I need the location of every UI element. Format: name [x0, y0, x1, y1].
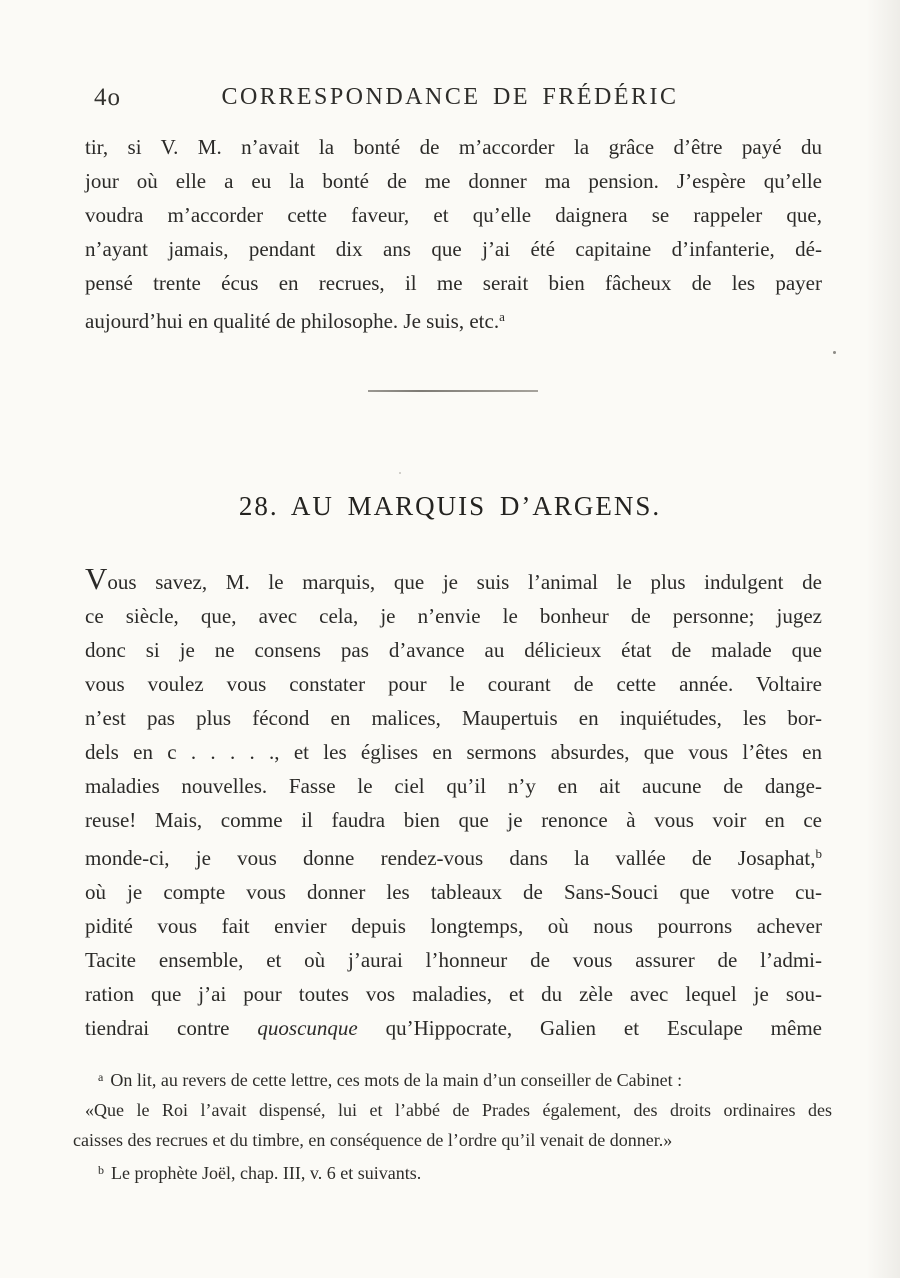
- line-text: tiendrai contre: [85, 1016, 258, 1040]
- line-text: ous savez, M. le marquis, que je suis l’animal le plus indulgent de: [107, 570, 822, 594]
- footnote-a-line: «Que le Roi l’avait dispensé, lui et l’abbé de Prades également, des droits ordinaires des: [85, 1100, 832, 1120]
- footnote-text: Le prophète Joël, chap. III, v. 6 et suivants.: [111, 1163, 422, 1183]
- footnote-text: On lit, au revers de cette lettre, ces mots de la main d’un conseiller de Cabinet :: [110, 1070, 683, 1090]
- scan-speck: [833, 351, 836, 354]
- paragraph-letter-28: [85, 562, 822, 1045]
- text-line: [85, 1011, 822, 1045]
- text-line: n’ayant jamais, pendant dix ans que j’ai été capitaine d’infanterie, dé-: [85, 237, 822, 261]
- text-line: ration que j’ai pour toutes vos maladies, et du zèle avec lequel je sou-: [85, 982, 822, 1006]
- letter-heading: 28. AU MARQUIS D’ARGENS.: [238, 491, 662, 521]
- footnote-b-line: [73, 1155, 832, 1188]
- footnote-a-line: [73, 1062, 832, 1095]
- text-line: dels en c . . . . ., et les églises en sermons absurdes, que vous l’êtes en: [85, 740, 822, 764]
- scan-edge-shadow: [866, 0, 900, 1278]
- text-line: reuse! Mais, comme il faudra bien que je renonce à vous voir en ce: [85, 808, 822, 832]
- running-header-title: CORRESPONDANCE DE FRÉDÉRIC: [221, 84, 679, 110]
- text-line: Tacite ensemble, et où j’aurai l’honneur de vous assurer de l’admi-: [85, 948, 822, 972]
- footnote-reference-a: a: [499, 309, 505, 324]
- text-line: n’est pas plus fécond en malices, Maupertuis en inquiétudes, les bor-: [85, 706, 822, 730]
- closing-text: aujourd’hui en qualité de philosophe. Je suis, etc.: [85, 309, 500, 333]
- text-line: [85, 300, 822, 338]
- text-line: pensé trente écus en recrues, il me serait bien fâcheux de les payer: [85, 271, 822, 295]
- paragraph-previous-letter: [85, 130, 822, 338]
- line-text: qu’Hippocrate, Galien et Esculape même: [357, 1016, 822, 1040]
- footnote-a-line: caisses des recrues et du timbre, en conséquence de l’ordre qu’il venait de donner.»: [73, 1130, 673, 1150]
- footnotes-block: [73, 1062, 832, 1188]
- scan-speck: [399, 472, 401, 474]
- section-divider-rule: [368, 390, 538, 392]
- line-text: monde-ci, je vous donne rendez-vous dans la vallée de Josaphat,: [85, 846, 816, 870]
- footnote-reference-b: b: [815, 846, 822, 861]
- latin-word-italic: quoscunque: [257, 1016, 358, 1040]
- text-line: donc si je ne consens pas d’avance au délicieux état de malade que: [85, 638, 822, 662]
- text-line: jour où elle a eu la bonté de me donner ma pension. J’espère qu’elle: [85, 169, 822, 193]
- footnote-marker-a: a: [98, 1070, 104, 1084]
- page-number: 4o: [94, 84, 121, 111]
- initial-capital: V: [85, 561, 108, 596]
- text-line: [85, 837, 822, 875]
- text-line: pidité vous fait envier depuis longtemps, où nous pourrons achever: [85, 914, 822, 938]
- footnote-marker-b: b: [98, 1163, 104, 1177]
- text-line: voudra m’accorder cette faveur, et qu’elle daignera se rappeler que,: [85, 203, 822, 227]
- text-line: où je compte vous donner les tableaux de Sans-Souci que votre cu-: [85, 880, 822, 904]
- text-line: maladies nouvelles. Fasse le ciel qu’il n’y en ait aucune de dange-: [85, 774, 822, 798]
- text-line: [85, 562, 822, 599]
- text-line: tir, si V. M. n’avait la bonté de m’accorder la grâce d’être payé du: [85, 135, 822, 159]
- text-line: ce siècle, que, avec cela, je n’envie le bonheur de personne; jugez: [85, 604, 822, 628]
- text-line: vous voulez vous constater pour le courant de cette année. Voltaire: [85, 672, 822, 696]
